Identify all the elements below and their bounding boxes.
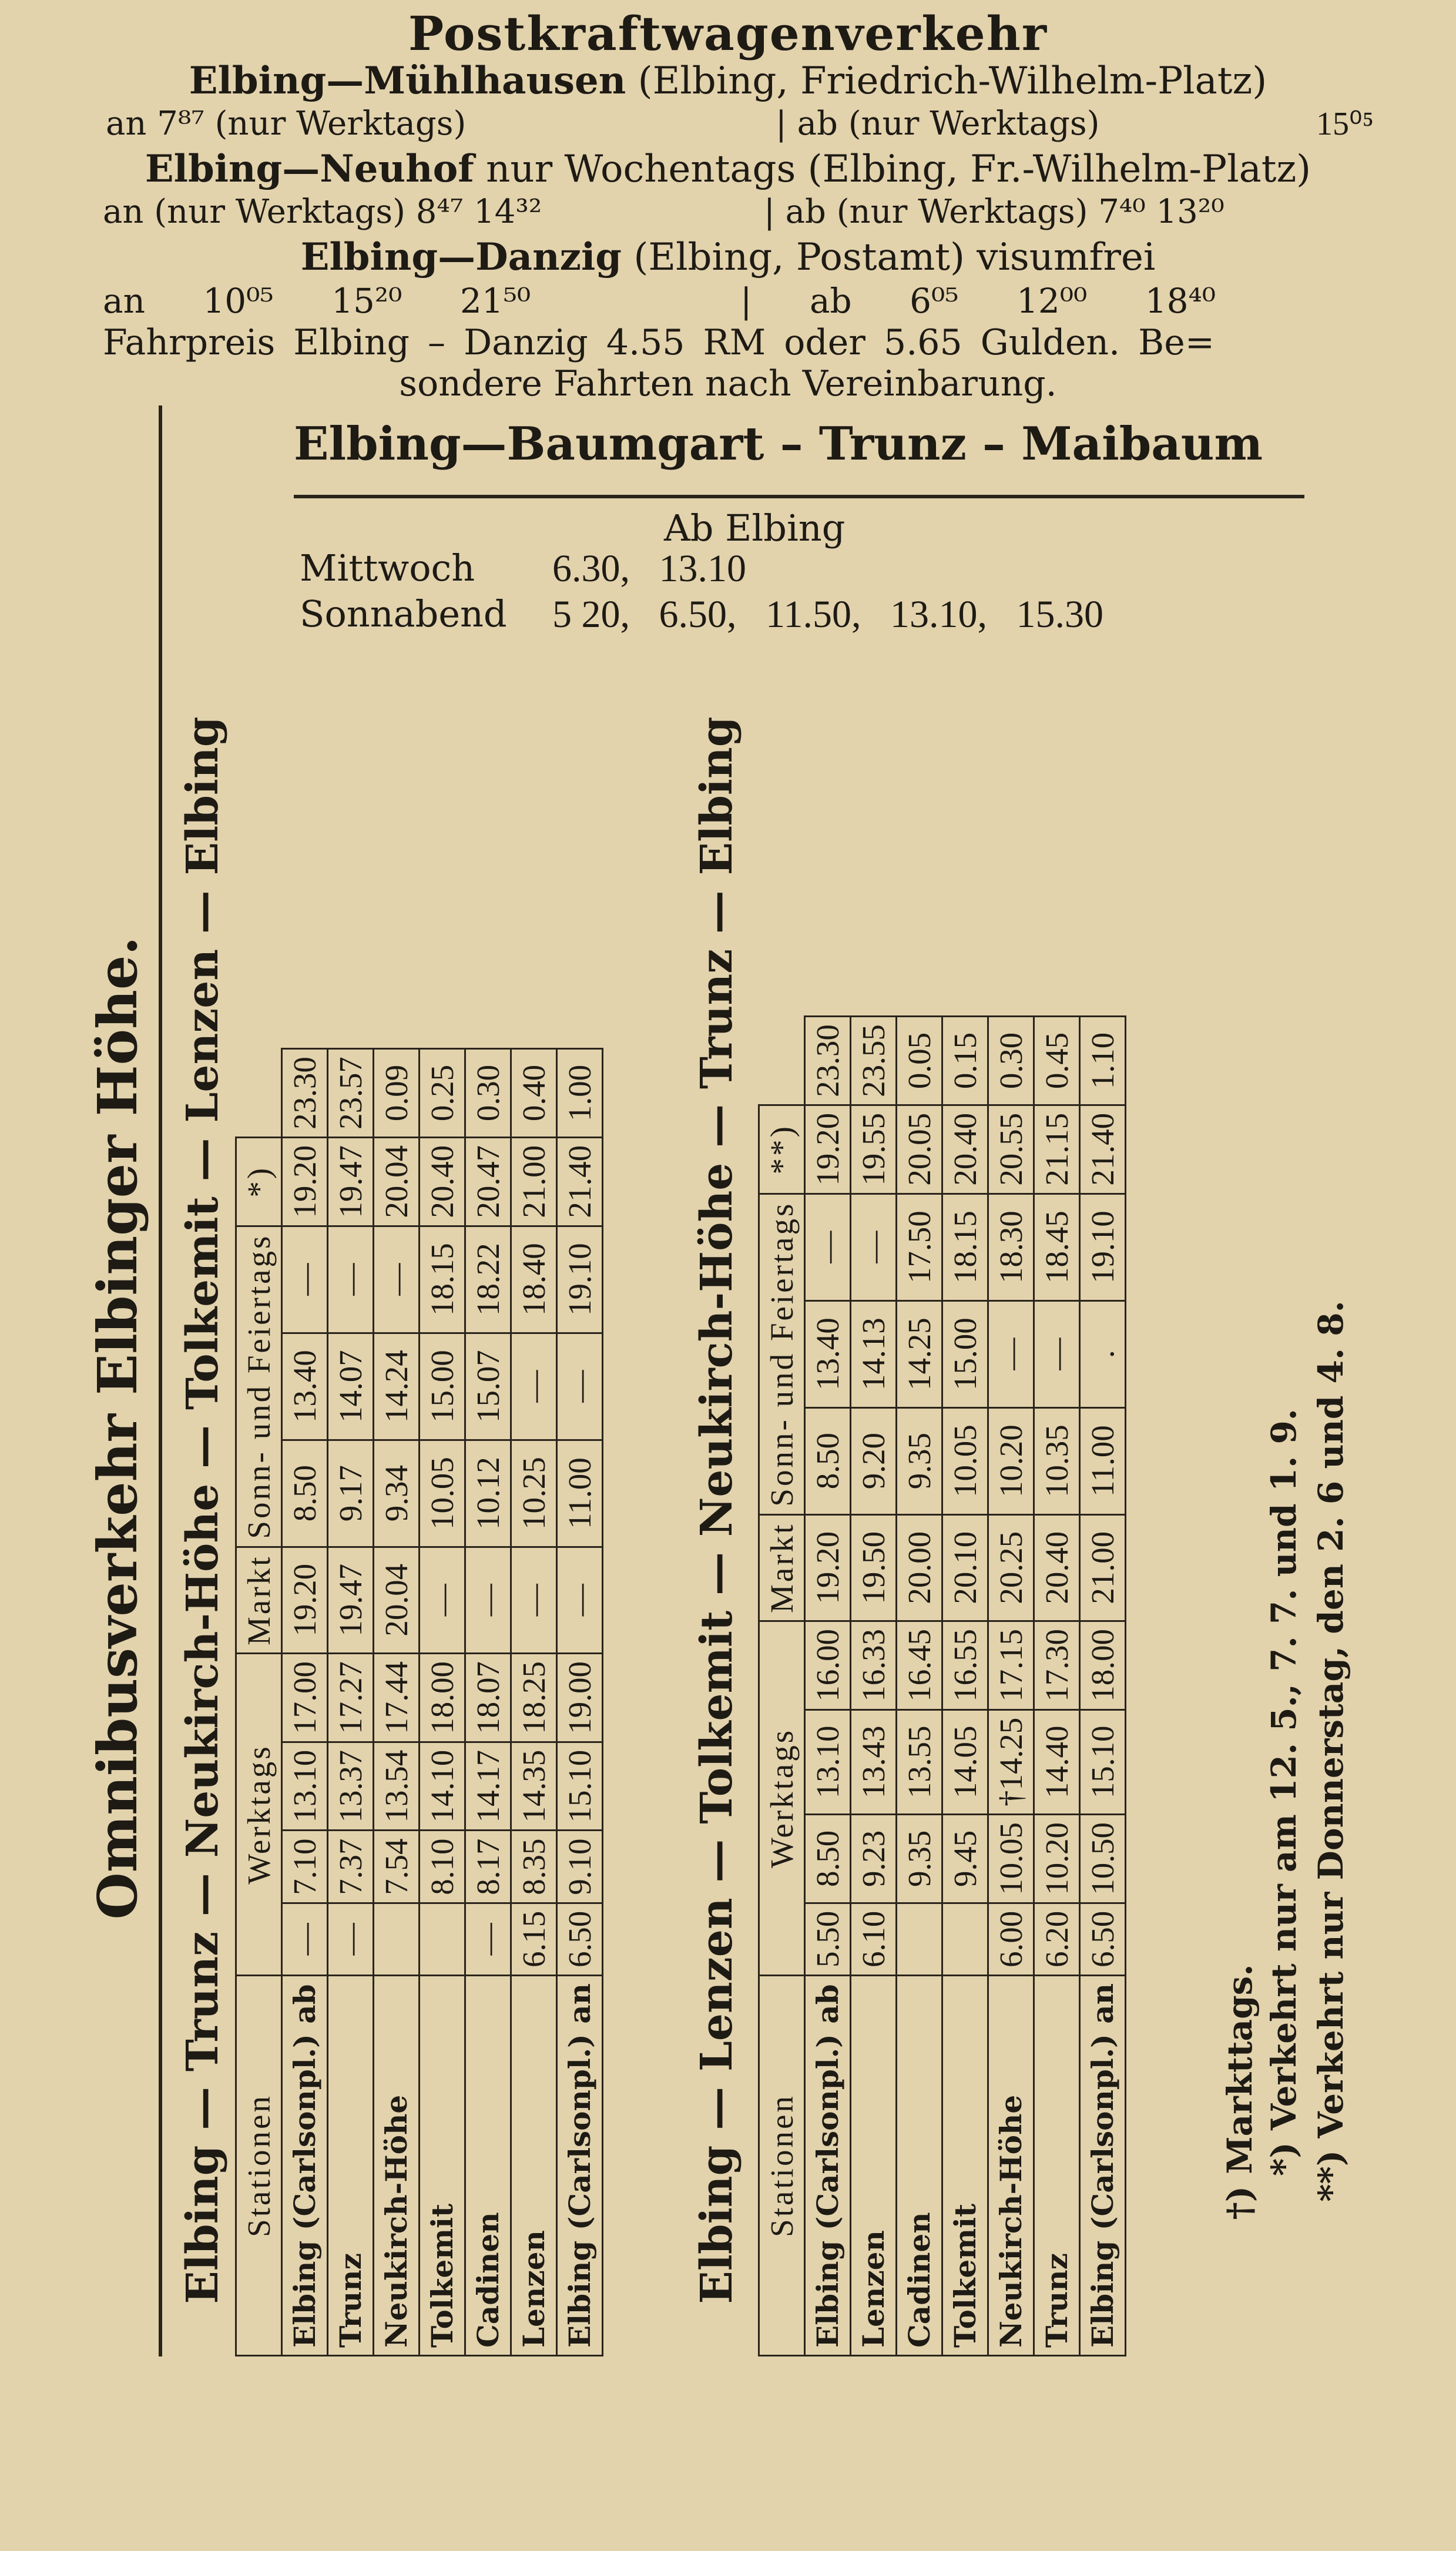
time-cell: 14.05 — [942, 1709, 988, 1814]
table-row — [374, 1049, 420, 2356]
station-cell: Tolkemit — [420, 1976, 465, 2356]
time-cell: 11.00 — [557, 1440, 603, 1547]
table-row — [420, 1049, 465, 2356]
station-cell: Lenzen — [511, 1976, 557, 2356]
time-cell: 16.33 — [851, 1621, 897, 1710]
station-cell: Cadinen — [897, 1976, 942, 2356]
time-cell: 14.24 — [374, 1333, 420, 1440]
time-cell: 9.34 — [374, 1440, 420, 1547]
station-cell: Trunz — [1034, 1976, 1080, 2356]
time-cell — [374, 1903, 420, 1975]
col-head-markt: Markt — [236, 1547, 282, 1653]
table1-route-title: Elbing — Trunz — Neukirch-Höhe — Tolkemit — Lenzen — Elbing — [177, 716, 228, 2304]
col-head-star: *) — [236, 1137, 282, 1226]
time-cell: 14.07 — [328, 1333, 374, 1440]
footnote-star: *) Verkehrt nur am 12. 5., 7. 7. und 1. 9. — [1264, 1408, 1304, 2177]
station-cell: Elbing (Carlsonpl.) ab — [805, 1976, 851, 2356]
footnote-markttags: †) Markttags. — [1220, 1964, 1260, 2220]
time-cell: 18.00 — [420, 1654, 465, 1742]
time-cell: 19.55 — [851, 1105, 897, 1194]
time-cell: — — [511, 1333, 557, 1440]
time-cell: 19.47 — [328, 1137, 374, 1226]
station-cell: Elbing (Carlsonpl.) an — [557, 1976, 603, 2356]
time-cell: 9.45 — [942, 1815, 988, 1903]
table-row — [557, 1049, 603, 2356]
time-cell: — — [557, 1547, 603, 1653]
time-cell: 20.05 — [897, 1105, 942, 1194]
page-title: Postkraftwagenverkehr — [408, 6, 1048, 61]
time-cell: 23.57 — [328, 1049, 374, 1138]
time-cell: 7.37 — [328, 1831, 374, 1903]
fare-text-continued: sondere Fahrten nach Vereinbarung. — [399, 363, 1057, 404]
time-cell: — — [328, 1226, 374, 1333]
footnote-double-star: **) Verkehrt nur Donnerstag, den 2. 6 und 4. 8. — [1311, 1300, 1351, 2202]
time-cell: 9.35 — [897, 1407, 942, 1514]
time-cell: 10.05 — [420, 1440, 465, 1547]
time-cell: 18.15 — [420, 1226, 465, 1333]
time-cell: 17.50 — [897, 1194, 942, 1300]
time-cell: 17.27 — [328, 1654, 374, 1742]
time-cell: 16.00 — [805, 1621, 851, 1710]
time-cell: 0.25 — [420, 1049, 465, 1138]
time-cell: 10.35 — [1034, 1407, 1080, 1514]
route-mühlhausen-line-time: 15⁰⁵ — [1316, 106, 1374, 142]
time-cell: 18.45 — [1034, 1194, 1080, 1300]
time-cell: — — [465, 1903, 511, 1975]
time-cell: 9.35 — [897, 1815, 942, 1903]
time-cell: 6.00 — [988, 1903, 1034, 1975]
time-cell: 23.30 — [282, 1049, 328, 1138]
time-cell: 0.45 — [1034, 1017, 1080, 1105]
time-cell: 9.10 — [557, 1831, 603, 1903]
table-row — [282, 1049, 328, 2356]
time-cell: 19.20 — [282, 1137, 328, 1226]
table-row — [897, 1017, 942, 2356]
table-row — [851, 1017, 897, 2356]
route-neuhof-note: nur Wochentags (Elbing, Fr.-Wilhelm-Platz) — [486, 148, 1311, 191]
route-danzig-line-left: an 10⁰⁵ 15²⁰ 21⁵⁰ — [103, 281, 531, 321]
time-cell: 14.35 — [511, 1742, 557, 1831]
col-head-werktags: Werktags — [759, 1621, 805, 1976]
time-cell: — — [557, 1333, 603, 1440]
station-cell: Lenzen — [851, 1976, 897, 2356]
time-cell: 18.15 — [942, 1194, 988, 1300]
time-cell: 14.25 — [897, 1300, 942, 1407]
time-cell: 18.25 — [511, 1654, 557, 1742]
time-cell: 13.54 — [374, 1742, 420, 1831]
left-vertical-rule — [159, 405, 162, 2356]
station-cell: Elbing (Carlsonpl.) ab — [282, 1976, 328, 2356]
time-cell: 9.17 — [328, 1440, 374, 1547]
omnibus-side-title: Omnibusverkehr Elbinger Höhe. — [86, 936, 149, 1920]
time-cell: 10.50 — [1080, 1815, 1126, 1903]
time-cell: 8.50 — [805, 1815, 851, 1903]
time-cell: — — [511, 1547, 557, 1653]
timetable-2 — [758, 629, 1126, 2356]
time-cell: 10.25 — [511, 1440, 557, 1547]
baumgart-ab-label: Ab Elbing — [664, 507, 846, 549]
station-cell: Neukirch-Höhe — [988, 1976, 1034, 2356]
time-cell: 23.30 — [805, 1017, 851, 1105]
time-cell: †14.25 — [988, 1709, 1034, 1814]
route-danzig-note: (Elbing, Postamt) visumfrei — [633, 236, 1156, 279]
time-cell: 21.40 — [557, 1137, 603, 1226]
time-cell: 20.40 — [942, 1105, 988, 1194]
table-row — [511, 1049, 557, 2356]
time-cell: 16.55 — [942, 1621, 988, 1710]
time-cell: — — [282, 1903, 328, 1975]
baumgart-row-sonnabend-times: 5 20, 6.50, 11.50, 13.10, 15.30 — [552, 593, 1104, 636]
time-cell: 8.35 — [511, 1831, 557, 1903]
route-mühlhausen-line-right: | ab (nur Werktags) — [776, 105, 1100, 143]
time-cell: 13.10 — [805, 1709, 851, 1814]
time-cell: 13.10 — [282, 1742, 328, 1831]
time-cell: — — [805, 1194, 851, 1300]
time-cell — [897, 1903, 942, 1975]
time-cell: 0.30 — [988, 1017, 1034, 1105]
fare-text: Fahrpreis Elbing – Danzig 4.55 RM oder 5.65 Gulden. Be= — [103, 322, 1215, 363]
time-cell — [420, 1903, 465, 1975]
time-cell: 10.05 — [988, 1815, 1034, 1903]
time-cell: 6.50 — [557, 1903, 603, 1975]
time-cell: 8.10 — [420, 1831, 465, 1903]
baumgart-title: Elbing—Baumgart – Trunz – Maibaum — [294, 417, 1263, 471]
route-mühlhausen-line-left: an 7⁸⁷ (nur Werktags) — [106, 105, 467, 143]
time-cell: . — [1080, 1300, 1126, 1407]
time-cell: 19.20 — [805, 1105, 851, 1194]
time-cell: 17.00 — [282, 1654, 328, 1742]
time-cell: 20.04 — [374, 1137, 420, 1226]
time-cell: 14.13 — [851, 1300, 897, 1407]
time-cell: 20.40 — [420, 1137, 465, 1226]
col-head-double-star: **) — [759, 1105, 805, 1194]
table-row — [1080, 1017, 1126, 2356]
time-cell: 5.50 — [805, 1903, 851, 1975]
table2-route-title: Elbing — Lenzen — Tolkemit — Neukirch-Höhe — Trunz — Elbing — [692, 716, 742, 2304]
time-cell: 20.00 — [897, 1514, 942, 1621]
time-cell: 18.07 — [465, 1654, 511, 1742]
time-cell: — — [282, 1226, 328, 1333]
time-cell: 15.10 — [1080, 1709, 1126, 1814]
route-danzig-line-right: | ab 6⁰⁵ 12⁰⁰ 18⁴⁰ — [740, 281, 1216, 321]
route-mühlhausen-title: Elbing—Mühlhausen — [189, 59, 626, 103]
col-head-sonn-feiertags: Sonn- und Feiertags — [759, 1194, 805, 1514]
time-cell: 7.54 — [374, 1831, 420, 1903]
time-cell: 15.00 — [942, 1300, 988, 1407]
time-cell: — — [988, 1300, 1034, 1407]
col-head-sonn-feiertags: Sonn- und Feiertags — [236, 1226, 282, 1547]
time-cell: 19.00 — [557, 1654, 603, 1742]
table-row — [1034, 1017, 1080, 2356]
time-cell: 7.10 — [282, 1831, 328, 1903]
route-neuhof-title: Elbing—Neuhof — [145, 147, 474, 191]
time-cell — [942, 1903, 988, 1975]
col-head-stations: Stationen — [759, 1976, 805, 2356]
time-cell: 6.50 — [1080, 1903, 1126, 1975]
time-cell: 21.15 — [1034, 1105, 1080, 1194]
time-cell: 10.20 — [988, 1407, 1034, 1514]
time-cell: 20.47 — [465, 1137, 511, 1226]
route-neuhof-heading — [0, 147, 1456, 191]
time-cell: 17.44 — [374, 1654, 420, 1742]
time-cell: 1.10 — [1080, 1017, 1126, 1105]
time-cell: 1.00 — [557, 1049, 603, 1138]
time-cell: 19.10 — [1080, 1194, 1126, 1300]
time-cell: 13.43 — [851, 1709, 897, 1814]
time-cell: 20.55 — [988, 1105, 1034, 1194]
time-cell: 6.15 — [511, 1903, 557, 1975]
time-cell: — — [465, 1547, 511, 1653]
time-cell: 18.30 — [988, 1194, 1034, 1300]
time-cell: 11.00 — [1080, 1407, 1126, 1514]
baumgart-row-mittwoch-times: 6.30, 13.10 — [552, 547, 746, 590]
time-cell: 8.17 — [465, 1831, 511, 1903]
route-danzig-title: Elbing—Danzig — [300, 235, 622, 279]
time-cell: 14.17 — [465, 1742, 511, 1831]
route-mühlhausen-note: (Elbing, Friedrich-Wilhelm-Platz) — [638, 59, 1267, 103]
timetable-1 — [235, 629, 603, 2356]
time-cell: 15.07 — [465, 1333, 511, 1440]
time-cell: 15.10 — [557, 1742, 603, 1831]
route-neuhof-line-left: an (nur Werktags) 8⁴⁷ 14³² — [103, 193, 542, 231]
time-cell: 18.40 — [511, 1226, 557, 1333]
time-cell: 13.40 — [282, 1333, 328, 1440]
route-danzig-heading — [0, 235, 1456, 279]
time-cell: 21.00 — [511, 1137, 557, 1226]
time-cell: 6.20 — [1034, 1903, 1080, 1975]
time-cell: 19.20 — [805, 1514, 851, 1621]
time-cell: 10.05 — [942, 1407, 988, 1514]
time-cell: 0.40 — [511, 1049, 557, 1138]
time-cell: 15.00 — [420, 1333, 465, 1440]
table-row — [942, 1017, 988, 2356]
baumgart-row-sonnabend-day: Sonnabend — [300, 592, 507, 635]
col-head-stations: Stationen — [236, 1976, 282, 2356]
time-cell: — — [420, 1547, 465, 1653]
time-cell: 8.50 — [282, 1440, 328, 1547]
table-row — [328, 1049, 374, 2356]
time-cell: — — [328, 1903, 374, 1975]
time-cell: 20.25 — [988, 1514, 1034, 1621]
time-cell: 20.10 — [942, 1514, 988, 1621]
time-cell: 18.00 — [1080, 1621, 1126, 1710]
time-cell: 0.05 — [897, 1017, 942, 1105]
time-cell: — — [374, 1226, 420, 1333]
station-cell: Neukirch-Höhe — [374, 1976, 420, 2356]
station-cell: Cadinen — [465, 1976, 511, 2356]
time-cell: 13.37 — [328, 1742, 374, 1831]
time-cell: 9.20 — [851, 1407, 897, 1514]
time-cell: 19.47 — [328, 1547, 374, 1653]
route-neuhof-line-right: | ab (nur Werktags) 7⁴⁰ 13²⁰ — [764, 193, 1224, 231]
time-cell: 10.12 — [465, 1440, 511, 1547]
time-cell: 17.30 — [1034, 1621, 1080, 1710]
time-cell: 6.10 — [851, 1903, 897, 1975]
time-cell: 20.40 — [1034, 1514, 1080, 1621]
time-cell: 13.40 — [805, 1300, 851, 1407]
time-cell: 17.15 — [988, 1621, 1034, 1710]
time-cell: 19.10 — [557, 1226, 603, 1333]
station-cell: Trunz — [328, 1976, 374, 2356]
time-cell: — — [851, 1194, 897, 1300]
time-cell: 18.22 — [465, 1226, 511, 1333]
table-row — [465, 1049, 511, 2356]
station-cell: Tolkemit — [942, 1976, 988, 2356]
time-cell: 0.15 — [942, 1017, 988, 1105]
time-cell: 19.50 — [851, 1514, 897, 1621]
time-cell: 8.50 — [805, 1407, 851, 1514]
baumgart-title-rule — [294, 495, 1304, 498]
time-cell: 14.40 — [1034, 1709, 1080, 1814]
time-cell: 0.30 — [465, 1049, 511, 1138]
time-cell: 20.04 — [374, 1547, 420, 1653]
baumgart-row-mittwoch-day: Mittwoch — [300, 547, 475, 589]
time-cell: 16.45 — [897, 1621, 942, 1710]
station-cell: Elbing (Carlsonpl.) an — [1080, 1976, 1126, 2356]
time-cell: 10.20 — [1034, 1815, 1080, 1903]
table-row — [988, 1017, 1034, 2356]
time-cell: 21.40 — [1080, 1105, 1126, 1194]
time-cell: 9.23 — [851, 1815, 897, 1903]
time-cell: 14.10 — [420, 1742, 465, 1831]
time-cell: 19.20 — [282, 1547, 328, 1653]
route-mühlhausen-heading — [0, 59, 1456, 103]
time-cell: — — [1034, 1300, 1080, 1407]
time-cell: 23.55 — [851, 1017, 897, 1105]
col-head-werktags: Werktags — [236, 1654, 282, 1976]
time-cell: 21.00 — [1080, 1514, 1126, 1621]
time-cell: 0.09 — [374, 1049, 420, 1138]
time-cell: 13.55 — [897, 1709, 942, 1814]
table-row — [805, 1017, 851, 2356]
col-head-markt: Markt — [759, 1514, 805, 1621]
